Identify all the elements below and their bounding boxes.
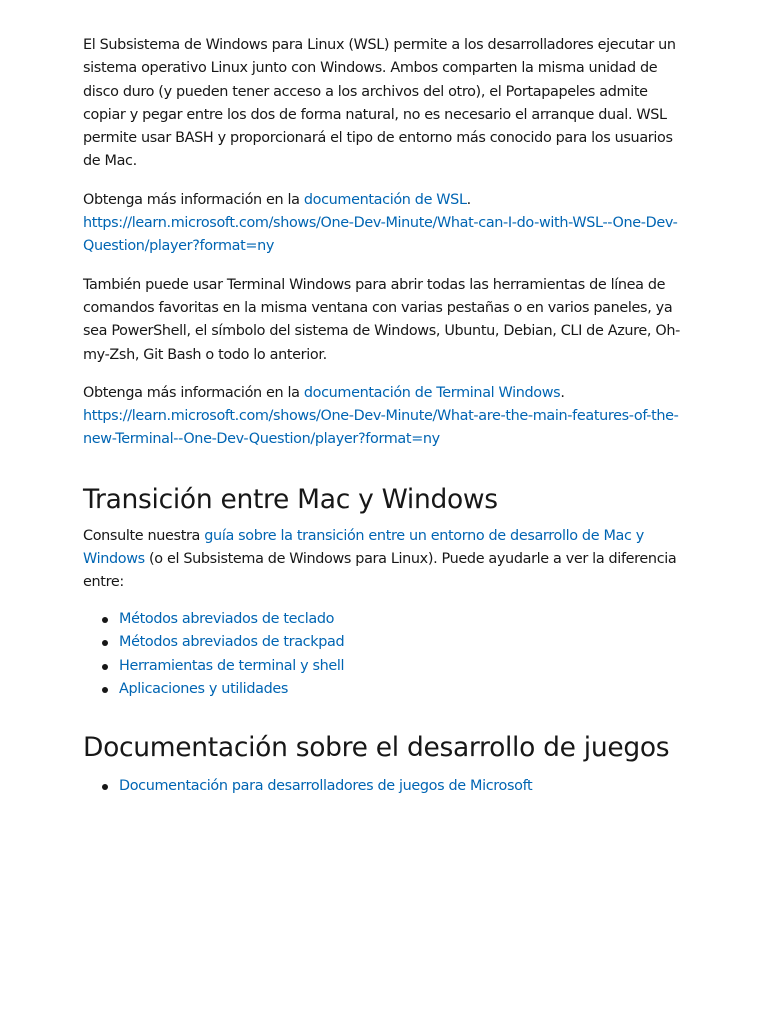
mac-differences-list [83,608,685,702]
wsl-more-info-paragraph [83,189,685,259]
terminal-video-link[interactable]: https://learn.microsoft.com/shows/One-Dev-Minute/What-are-the-main-features-of-the-new-Terminal--One-Dev-Question/player?format=ny [83,408,679,448]
list-item [119,775,685,799]
wsl-more-suffix: . [466,191,471,208]
game-dev-docs-link[interactable]: Documentación para desarrolladores de juegos de Microsoft [119,777,533,794]
list-item [119,655,685,679]
terminal-more-suffix: . [560,384,565,401]
wsl-more-prefix: Obtenga más información en la [83,191,304,208]
mac-windows-heading: Transición entre Mac y Windows [83,483,498,515]
mac-transition-guide-link[interactable]: guía sobre la transición entre un entorno de desarrollo de Mac y Windows [83,527,644,568]
terminal-docs-link[interactable]: documentación de Terminal Windows [303,384,561,401]
terminal-more-info-paragraph [83,382,685,452]
terminal-intro-paragraph: También puede usar Terminal Windows para abrir todas las herramientas de línea de comandos favoritas en la misma ventana con varias pestañas o en varios paneles, ya sea PowerShell, el símbolo del sistema de Windows, Ubuntu, Debian, CLI de Azure, Oh-my-Zsh, Git Bash o todo lo anterior. [83,276,680,363]
wsl-video-link[interactable]: https://learn.microsoft.com/shows/One-Dev-Minute/What-can-I-do-with-WSL--One-Dev-Question/player?format=ny [83,215,678,255]
list-item [119,608,685,632]
keyboard-shortcuts-link[interactable]: Métodos abreviados de teclado [119,610,335,627]
game-dev-heading: Documentación sobre el desarrollo de juegos [83,731,670,763]
mac-intro-paragraph [83,525,685,595]
list-item [119,678,685,702]
game-dev-list [83,775,685,799]
list-item [119,631,685,655]
mac-intro-prefix: Consulte nuestra [83,527,205,544]
terminal-shell-tools-link[interactable]: Herramientas de terminal y shell [119,657,345,674]
article-content [83,34,685,798]
apps-utilities-link[interactable]: Aplicaciones y utilidades [119,681,289,698]
wsl-docs-link[interactable]: documentación de WSL [303,191,467,208]
trackpad-shortcuts-link[interactable]: Métodos abreviados de trackpad [119,634,345,651]
wsl-intro-paragraph: El Subsistema de Windows para Linux (WSL) permite a los desarrolladores ejecutar un sistema operativo Linux junto con Windows. Ambos comparten la misma unidad de disco duro (y pueden tener acceso a los archivos del otro), el Portapapeles admite copiar y pegar entre los dos de forma natural, no es necesario el arranque dual. WSL permite usar BASH y proporcionará el tipo de entorno más conocido para los usuarios de Mac. [83,37,676,170]
terminal-more-prefix: Obtenga más información en la [83,384,304,401]
mac-intro-suffix: (o el Subsistema de Windows para Linux). Puede ayudarle a ver la diferencia entre: [83,551,677,591]
